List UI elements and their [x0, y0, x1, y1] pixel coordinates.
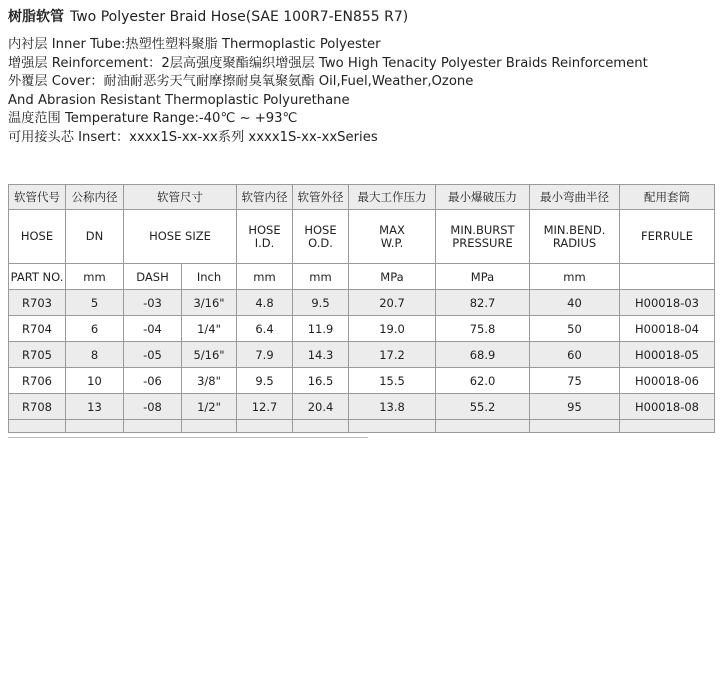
th-cn-id: 软管内径	[237, 185, 293, 210]
cell-part-no: R705	[9, 342, 66, 368]
page-title	[8, 6, 408, 26]
cell-part-no: R706	[9, 368, 66, 394]
cell-od: 11.9	[293, 316, 349, 342]
table-row	[9, 368, 715, 394]
spec-inner-tube: 内衬层 Inner Tube:热塑性塑料聚脂 Thermoplastic Polyester	[8, 37, 381, 52]
cell-inch: 5/16"	[182, 342, 237, 368]
unit-dn: mm	[66, 264, 124, 290]
cell-od: 14.3	[293, 342, 349, 368]
cell-wp: 20.7	[349, 290, 436, 316]
cell-wp: 19.0	[349, 316, 436, 342]
th-cn-hose: 软管代号	[9, 185, 66, 210]
table-row	[9, 342, 715, 368]
th-en-hose: HOSE	[9, 210, 66, 264]
cell-id: 9.5	[237, 368, 293, 394]
spec-insert: 可用接头芯 Insert：xxxx1S-xx-xx系列 xxxx1S-xx-xxSeries	[8, 129, 378, 145]
spec-reinforcement: 增强层 Reinforcement：2层高强度聚酯编织增强层 Two High Tenacity Polyester Braids Reinforcement	[8, 55, 648, 71]
divider-line	[8, 437, 368, 438]
unit-row	[9, 264, 715, 290]
spec-cover: 外覆层 Cover：耐油耐恶劣天气耐摩擦耐臭氧聚氨酯 Oil,Fuel,Weather,Ozone	[8, 74, 474, 90]
cell-id: 7.9	[237, 342, 293, 368]
th-en-ferrule: FERRULE	[620, 210, 715, 264]
title-en: Two Polyester Braid Hose(SAE 100R7-EN855 R7)	[70, 9, 409, 25]
th-en-size: HOSE SIZE	[124, 210, 237, 264]
table-row	[9, 290, 715, 316]
cell-bend: 40	[530, 290, 620, 316]
unit-part-no: PART NO.	[9, 264, 66, 290]
header-row-cn	[9, 185, 715, 210]
th-en-wp: MAX W.P.	[349, 210, 436, 264]
cell-burst: 68.9	[436, 342, 530, 368]
cell-burst: 55.2	[436, 394, 530, 420]
cell-ferrule: H00018-08	[620, 394, 715, 420]
cell-bend: 60	[530, 342, 620, 368]
th-en-bend: MIN.BEND. RADIUS	[530, 210, 620, 264]
cell-od: 16.5	[293, 368, 349, 394]
cell-dash: -05	[124, 342, 182, 368]
spec-list	[8, 36, 648, 148]
spec-temperature: 温度范围 Temperature Range:-40℃ ~ +93℃	[8, 111, 298, 127]
th-cn-burst: 最小爆破压力	[436, 185, 530, 210]
th-en-od: HOSE O.D.	[293, 210, 349, 264]
cell-inch: 1/4"	[182, 316, 237, 342]
cell-od: 20.4	[293, 394, 349, 420]
cell-dash: -08	[124, 394, 182, 420]
cell-ferrule: H00018-03	[620, 290, 715, 316]
cell-burst: 75.8	[436, 316, 530, 342]
th-cn-size: 软管尺寸	[124, 185, 237, 210]
unit-bend: mm	[530, 264, 620, 290]
cell-dash: -03	[124, 290, 182, 316]
unit-id: mm	[237, 264, 293, 290]
cell-bend: 75	[530, 368, 620, 394]
unit-od: mm	[293, 264, 349, 290]
cell-wp: 13.8	[349, 394, 436, 420]
unit-wp: MPa	[349, 264, 436, 290]
cell-part-no: R704	[9, 316, 66, 342]
table-row	[9, 316, 715, 342]
th-cn-dn: 公称内径	[66, 185, 124, 210]
cell-od: 9.5	[293, 290, 349, 316]
cell-burst: 82.7	[436, 290, 530, 316]
header-row-en	[9, 210, 715, 264]
unit-inch: Inch	[182, 264, 237, 290]
cell-bend: 95	[530, 394, 620, 420]
table-footer-row	[9, 420, 715, 433]
cell-part-no: R708	[9, 394, 66, 420]
cell-dn: 5	[66, 290, 124, 316]
cell-dn: 13	[66, 394, 124, 420]
cell-dn: 6	[66, 316, 124, 342]
table-row	[9, 394, 715, 420]
cell-inch: 1/2"	[182, 394, 237, 420]
cell-wp: 17.2	[349, 342, 436, 368]
unit-burst: MPa	[436, 264, 530, 290]
cell-dash: -04	[124, 316, 182, 342]
cell-id: 6.4	[237, 316, 293, 342]
th-en-burst: MIN.BURST PRESSURE	[436, 210, 530, 264]
unit-dash: DASH	[124, 264, 182, 290]
th-cn-od: 软管外径	[293, 185, 349, 210]
cell-bend: 50	[530, 316, 620, 342]
cell-ferrule: H00018-04	[620, 316, 715, 342]
cell-dash: -06	[124, 368, 182, 394]
th-cn-wp: 最大工作压力	[349, 185, 436, 210]
cell-burst: 62.0	[436, 368, 530, 394]
cell-part-no: R703	[9, 290, 66, 316]
cell-dn: 10	[66, 368, 124, 394]
title-cn: 树脂软管	[8, 9, 64, 25]
cell-id: 12.7	[237, 394, 293, 420]
cell-id: 4.8	[237, 290, 293, 316]
th-en-id: HOSE I.D.	[237, 210, 293, 264]
cell-ferrule: H00018-05	[620, 342, 715, 368]
th-cn-ferrule: 配用套筒	[620, 185, 715, 210]
cell-inch: 3/8"	[182, 368, 237, 394]
th-en-dn: DN	[66, 210, 124, 264]
th-cn-bend: 最小弯曲半径	[530, 185, 620, 210]
unit-ferrule	[620, 264, 715, 290]
cell-inch: 3/16"	[182, 290, 237, 316]
spec-table	[8, 184, 715, 433]
cell-wp: 15.5	[349, 368, 436, 394]
cell-ferrule: H00018-06	[620, 368, 715, 394]
cell-dn: 8	[66, 342, 124, 368]
spec-cover-cont: And Abrasion Resistant Thermoplastic Polyurethane	[8, 92, 350, 108]
